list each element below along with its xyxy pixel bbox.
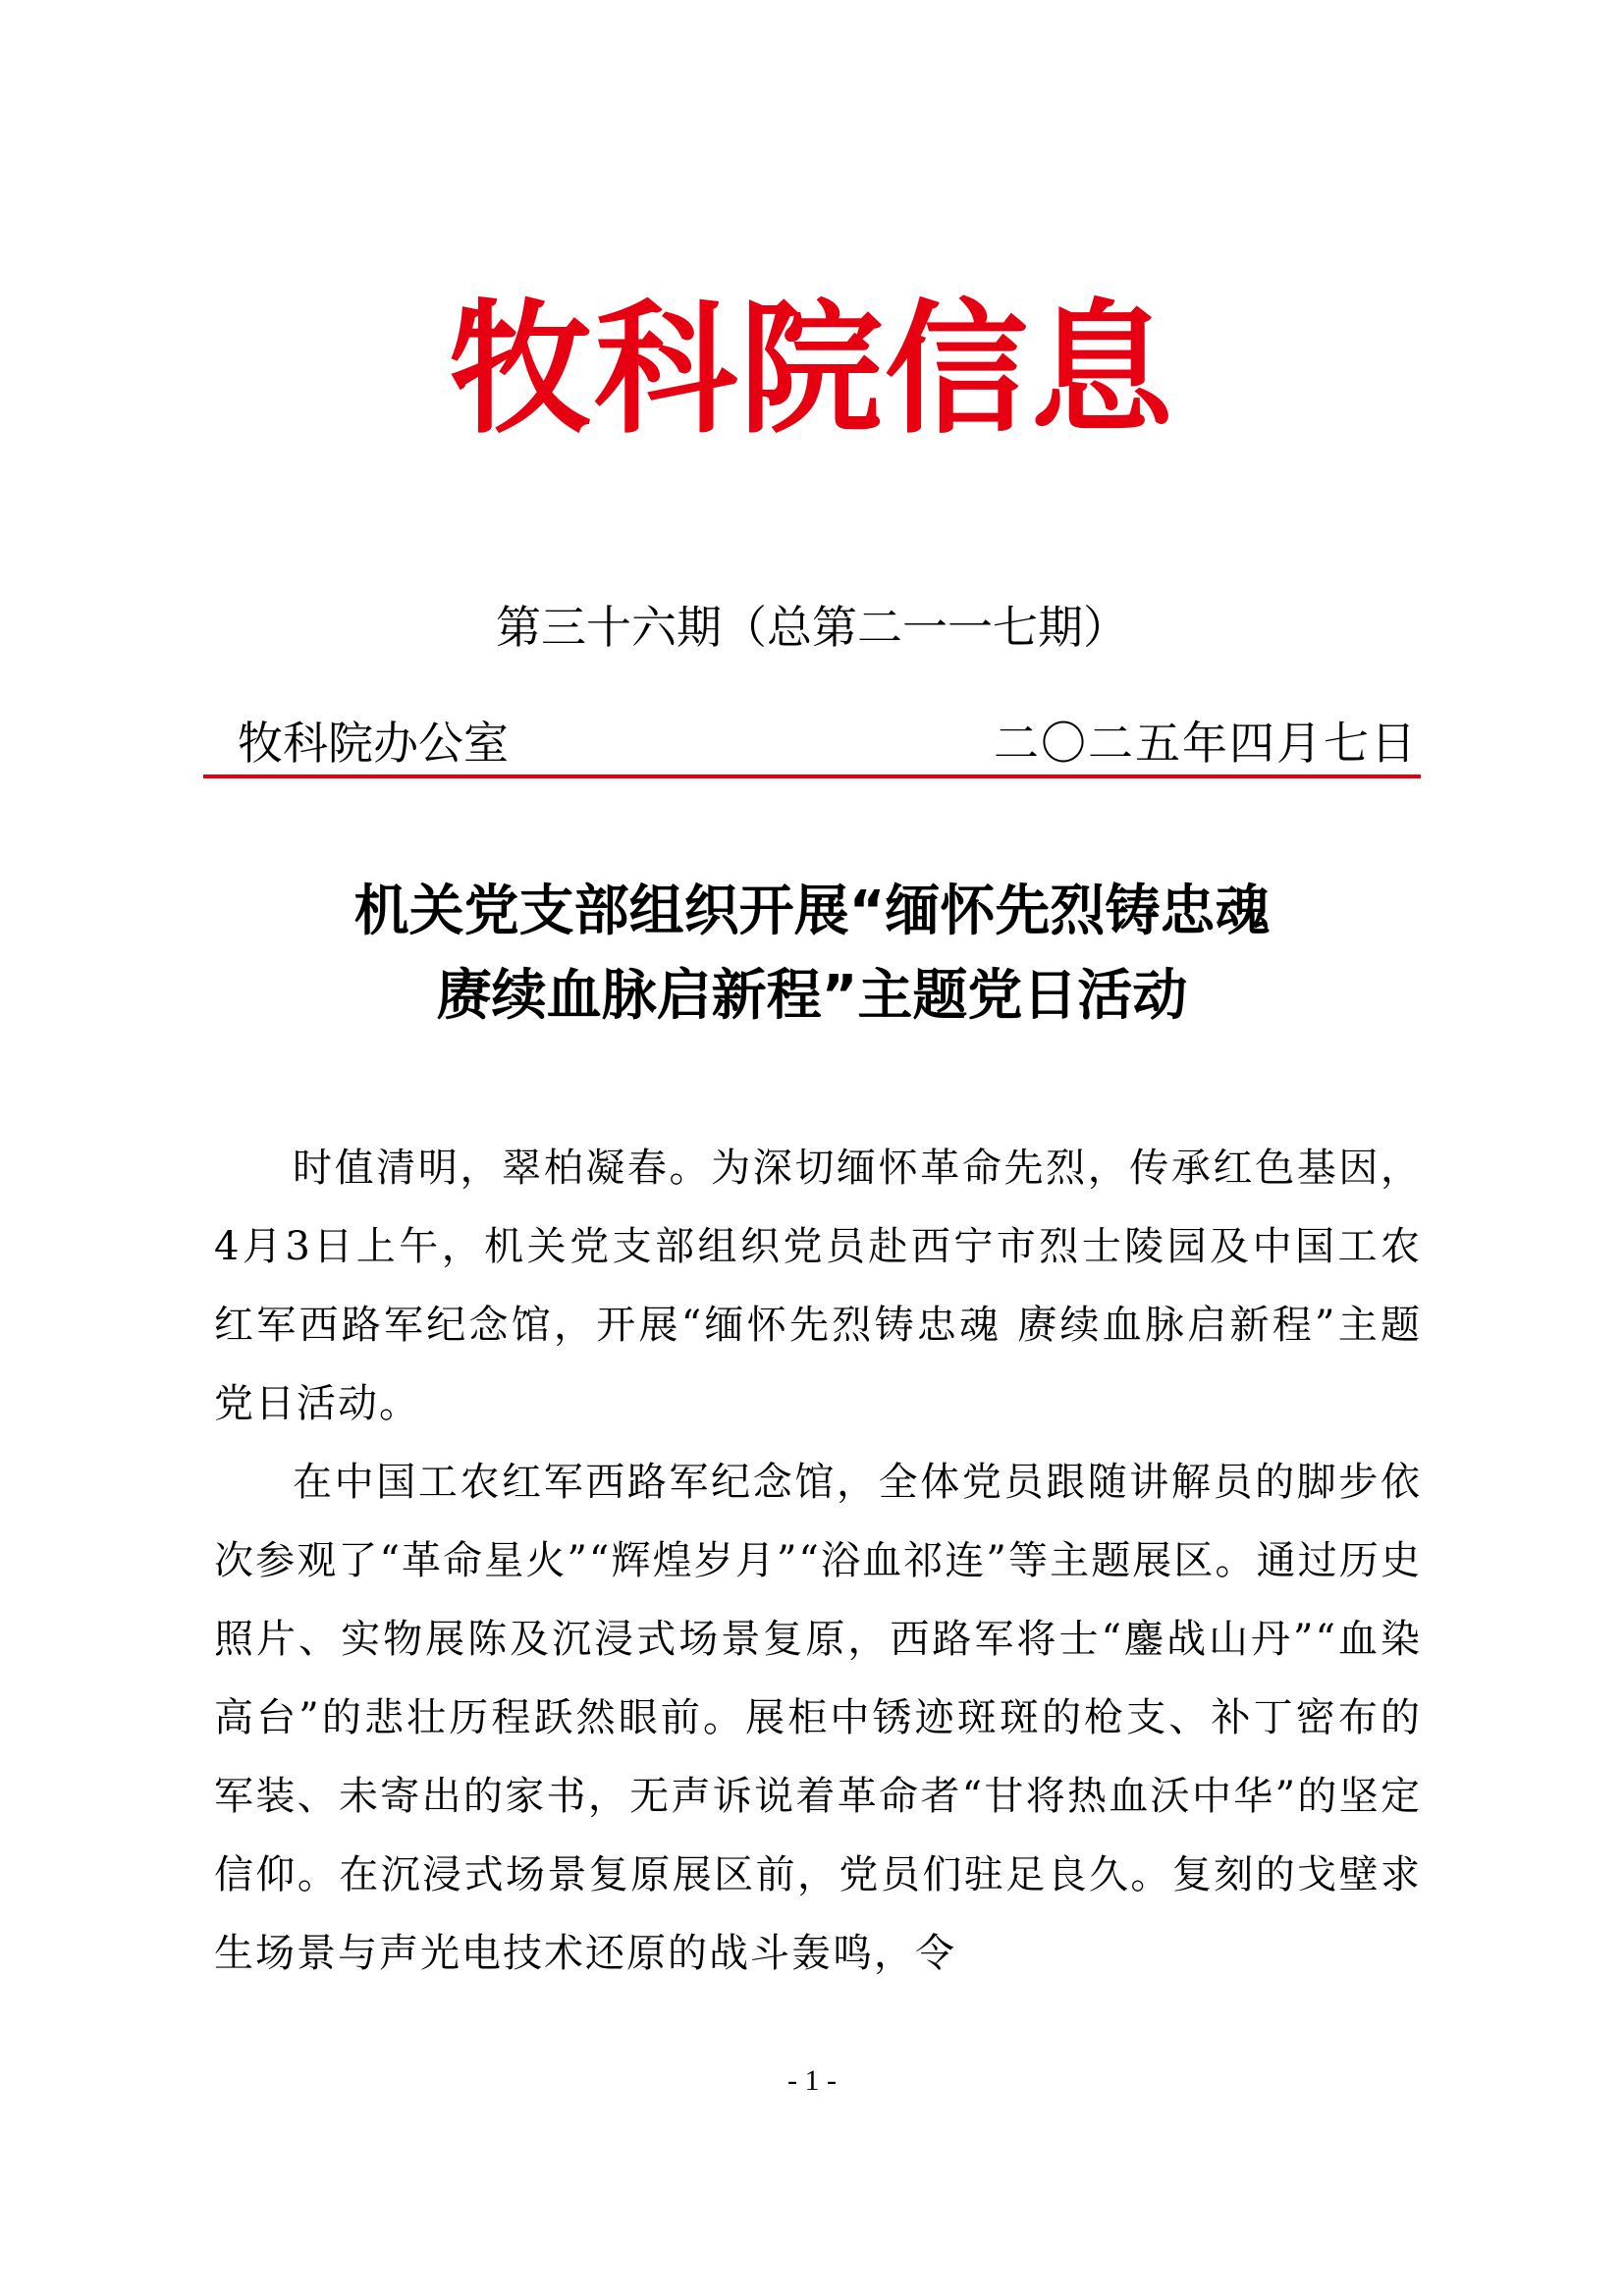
headline-line-2: 赓续血脉启新程”主题党日活动	[436, 964, 1188, 1028]
paragraph: 时值清明，翠柏凝春。为深切缅怀革命先烈，传承红色基因，4月3日上午，机关党支部组织党员赴西宁市烈士陵园及中国工农红军西路军纪念馆，开展“缅怀先烈铸忠魂 赓续血脉启新程”主题党日活动。	[214, 1146, 1422, 1426]
issue-number: 第三十六期（总第二一一七期）	[496, 601, 1128, 654]
issuing-office: 牧科院办公室	[238, 717, 509, 770]
paragraph: 在中国工农红军西路军纪念馆，全体党员跟随讲解员的脚步依次参观了“革命星火”“辉煌岁月”“浴血祁连”等主题展区。通过历史照片、实物展陈及沉浸式场景复原，西路军将士“鏖战山丹”“血染高台”的悲壮历程跃然眼前。展柜中锈迹斑斑的枪支、补丁密布的军装、未寄出的家书，无声诉说着革命者“甘将热血沃中华”的坚定信仰。在沉浸式场景复原展区前，党员们驻足良久。复刻的戈壁求生场景与声光电技术还原的战斗轰鸣，令	[214, 1460, 1422, 1976]
page-number: - 1 -	[787, 2064, 837, 2097]
issue-date: 二〇二五年四月七日	[994, 717, 1418, 770]
headline-line-1: 机关党支部组织开展“缅怀先烈铸忠魂	[353, 880, 1271, 943]
masthead-title: 牧科院信息	[449, 287, 1175, 454]
red-divider-rule	[203, 774, 1421, 778]
article-body	[214, 1129, 1422, 1993]
article-headline	[0, 870, 1624, 1039]
